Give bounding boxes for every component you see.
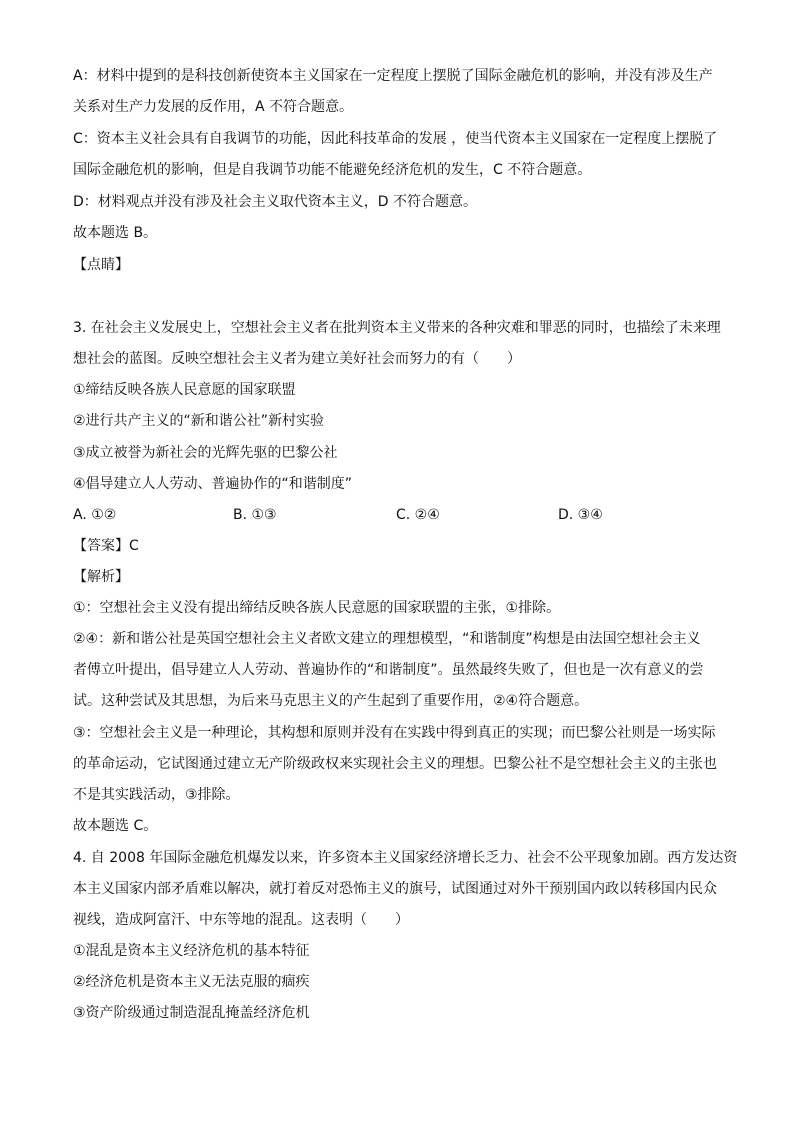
- question-stem: 本主义国家内部矛盾难以解决，就打着反对恐怖主义的旗号，试图通过对外干预别国内政以转移国内民众: [73, 881, 717, 897]
- section-heading: 【点睛】: [73, 257, 129, 273]
- analysis-line: D：材料观点并没有涉及社会主义取代资本主义，D 不符合题意。: [73, 194, 478, 210]
- question-item: ①混乱是资本主义经济危机的基本特征: [73, 943, 310, 959]
- question-item: ③成立被誉为新社会的光辉先驱的巴黎公社: [73, 445, 338, 461]
- analysis-line: 不是其实践活动，③排除。: [73, 787, 240, 803]
- analysis-line: C：资本主义社会具有自我调节的功能，因此科技革命的发展 ，使当代资本主义国家在一定程度上摆脱了: [73, 131, 718, 147]
- question-stem: 3. 在社会主义发展史上，空想社会主义者在批判资本主义带来的各种灾难和罪恶的同时，也描绘了未来理: [73, 320, 721, 336]
- section-heading: 【解析】: [73, 569, 129, 585]
- question-item: ②进行共产主义的“新和谐公社”新村实验: [73, 413, 325, 429]
- analysis-line: 关系对生产力发展的反作用，A 不符合题意。: [73, 99, 354, 115]
- option-a: A. ①②: [73, 507, 117, 523]
- question-stem: 视线，造成阿富汗、中东等地的混乱。这表明（ ）: [73, 912, 409, 928]
- analysis-line: A：材料中提到的是科技创新使资本主义国家在一定程度上摆脱了国际金融危机的影响，并没有涉及生产: [73, 68, 713, 84]
- question-stem: 4. 自 2008 年国际金融危机爆发以来，许多资本主义国家经济增长乏力、社会不公平现象加剧。西方发达资: [73, 850, 738, 866]
- option-c: C. ②④: [396, 507, 440, 523]
- question-item: ③资产阶级通过制造混乱掩盖经济危机: [73, 1005, 310, 1021]
- question-item: ④倡导建立人人劳动、普遍协作的“和谐制度”: [73, 476, 353, 492]
- analysis-line: 试。这种尝试及其思想，为后来马克思主义的产生起到了重要作用，②④符合题意。: [73, 693, 589, 709]
- analysis-line: 的革命运动，它试图通过建立无产阶级政权来实现社会主义的理想。巴黎公社不是空想社会主义的主张也: [73, 756, 717, 772]
- answer-label: 【答案】C: [73, 538, 139, 554]
- conclusion-line: 故本题选 B。: [73, 225, 158, 241]
- analysis-line: 国际金融危机的影响，但是自我调节功能不能避免经济危机的发生，C 不符合题意。: [73, 162, 592, 178]
- conclusion-line: 故本题选 C。: [73, 818, 158, 834]
- option-b: B. ①③: [233, 507, 277, 523]
- question-stem: 想社会的蓝图。反映空想社会主义者为建立美好社会而努力的有（ ）: [73, 351, 521, 367]
- question-item: ②经济危机是资本主义无法克服的痼疾: [73, 974, 310, 990]
- analysis-line: ①：空想社会主义没有提出缔结反映各族人民意愿的国家联盟的主张，①排除。: [73, 600, 561, 616]
- analysis-line: ③：空想社会主义是一种理论，其构想和原则并没有在实践中得到真正的实现；而巴黎公社则是一场实际: [73, 725, 716, 741]
- question-item: ①缔结反映各族人民意愿的国家联盟: [73, 382, 296, 398]
- option-d: D. ③④: [558, 507, 603, 523]
- analysis-line: 者傅立叶提出，倡导建立人人劳动、普遍协作的“和谐制度”。虽然最终失败了，但也是一次有意义的尝: [73, 662, 704, 678]
- analysis-line: ②④：新和谐公社是英国空想社会主义者欧文建立的理想模型，“和谐制度”构想是由法国空想社会主义: [73, 631, 701, 647]
